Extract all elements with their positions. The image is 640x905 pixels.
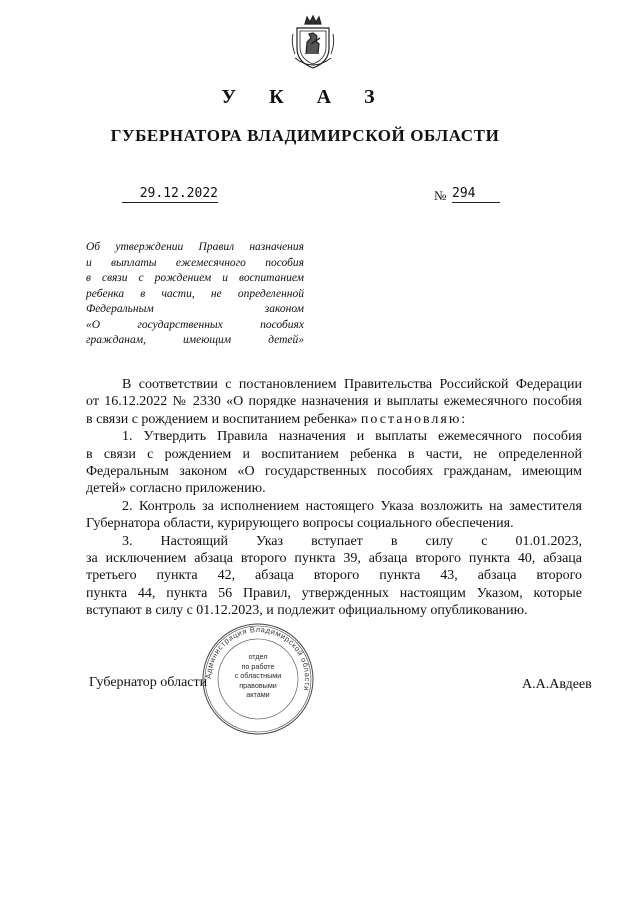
subject-line: ребенка в части, не определенной bbox=[86, 287, 304, 300]
subject-line: в связи с рождением и воспитанием bbox=[86, 272, 304, 284]
body-line bbox=[86, 411, 582, 428]
body-line: пункта 44, пункта 56 Правил, утвержденных настоящим Указом, которые bbox=[86, 585, 582, 601]
stamp-inner-text bbox=[230, 652, 286, 700]
body-line: Федеральным законом «О государственных пособиях гражданам, имеющим bbox=[86, 464, 582, 480]
document-body bbox=[86, 376, 582, 620]
body-line: Губернатора области, курирующего вопросы социального обеспечения. bbox=[86, 516, 514, 532]
subject-line: гражданам, имеющим детей» bbox=[86, 334, 304, 346]
subject-line: Федеральным законом bbox=[86, 303, 304, 315]
subject-line: «О государственных пособиях bbox=[86, 318, 304, 331]
body-line: 3. Настоящий Указ вступает в силу с 01.01.2023, bbox=[122, 533, 582, 549]
document-subtitle: ГУБЕРНАТОРА ВЛАДИМИРСКОЙ ОБЛАСТИ bbox=[110, 126, 500, 145]
body-line: вступают в силу с 01.12.2023, и подлежит официальному опубликованию. bbox=[86, 603, 528, 619]
number-label: № bbox=[434, 188, 447, 203]
subject-line: и выплаты ежемесячного пособия bbox=[86, 256, 304, 269]
stamp-line: отдел bbox=[248, 652, 268, 661]
document-number: 294 bbox=[452, 186, 500, 203]
document-subject bbox=[86, 240, 304, 349]
body-line: В соответствии с постановлением Правительства Российской Федерации bbox=[122, 377, 582, 392]
body-line: в связи с рождением и воспитанием ребенка в части, не определенной bbox=[86, 446, 582, 462]
vladimir-coat-of-arms-icon bbox=[291, 14, 335, 70]
stamp-ring-text: Администрация Владимирской области bbox=[203, 624, 313, 692]
stamp-line: правовыми bbox=[239, 680, 277, 690]
body-line: за исключением абзаца второго пункта 39, абзаца второго пункта 40, абзаца bbox=[86, 551, 582, 567]
stamp-line: по работе bbox=[241, 661, 275, 671]
stamp-line: актами bbox=[246, 690, 270, 700]
document-title: У К А З bbox=[221, 86, 389, 108]
body-line: детей» согласно приложению. bbox=[86, 481, 266, 497]
document-date: 29.12.2022 bbox=[122, 186, 218, 203]
body-line: от 16.12.2022 № 2330 «О порядке назначения и выплаты ежемесячного пособия bbox=[86, 394, 582, 410]
preamble-keyword: постановляю: bbox=[360, 411, 468, 427]
signature-name: А.А.Авдеев bbox=[522, 677, 592, 692]
subject-line: Об утверждении Правил назначения bbox=[86, 241, 304, 253]
body-line: 1. Утвердить Правила назначения и выплаты ежемесячного пособия bbox=[122, 429, 582, 445]
stamp-line: с областными bbox=[234, 671, 282, 681]
body-line: третьего пункта 42, абзаца второго пункта 43, абзаца второго bbox=[86, 568, 582, 584]
body-line: 2. Контроль за исполнением настоящего Указа возложить на заместителя bbox=[122, 498, 582, 514]
preamble-text: в связи с рождением и воспитанием ребенка» bbox=[86, 411, 358, 427]
signature-position: Губернатор области bbox=[89, 675, 208, 690]
